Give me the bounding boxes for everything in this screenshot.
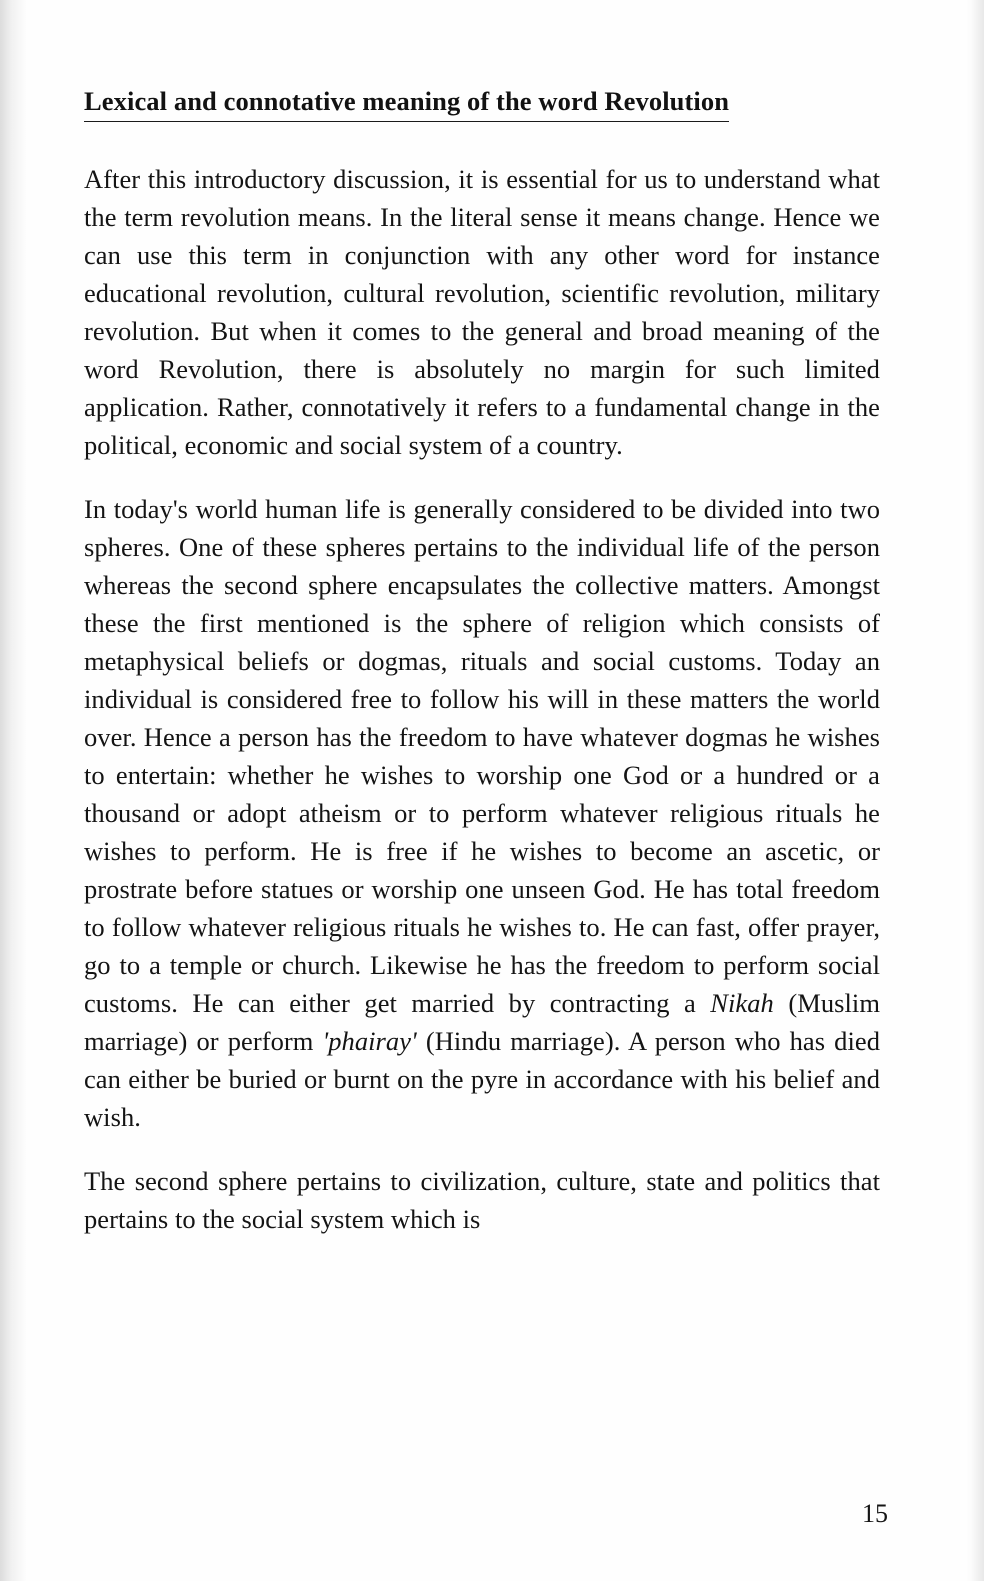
page-number: 15 <box>862 1499 888 1528</box>
page-title: Lexical and connotative meaning of the word Revolution <box>84 86 729 122</box>
italic-term: Nikah <box>710 987 774 1018</box>
paragraph-2: In today's world human life is generally considered to be divided into two spheres. One of these spheres pertains to the individual life of the person whereas the second sphere encapsulates the collective matters. Amongst these the first mentioned is the sphere of religion which consists of metaphysical beliefs or dogmas, rituals and social customs. Today an individual is considered free to follow his will in these matters the world over. Hence a person has the freedom to have whatever dogmas he wishes to entertain: whether he wishes to worship one God or a hundred or a thousand or adopt atheism or to perform whatever religious rituals he wishes to perform. He is free if he wishes to become an ascetic, or prostrate before statues or worship one unseen God. He has total freedom to follow whatever religious rituals he wishes to. He can fast, offer prayer, go to a temple or church. Likewise he has the freedom to perform social customs. He can either get married by contracting a Nikah (Muslim marriage) or perform 'phairay' (Hindu marriage). A person who has died can either be buried or burnt on the pyre in accordance with his belief and wish. <box>84 493 880 1132</box>
body-text-container <box>84 160 880 1238</box>
paragraph-3: The second sphere pertains to civilization, culture, state and politics that pertains to the social system which is <box>84 1165 880 1234</box>
paragraph-1: After this introductory discussion, it is essential for us to understand what the term revolution means. In the literal sense it means change. Hence we can use this term in conjunction with any other word for instance educational revolution, cultural revolution, scientific revolution, military revolution. But when it comes to the general and broad meaning of the word Revolution, there is absolutely no margin for such limited application. Rather, connotatively it refers to a fundamental change in the political, economic and social system of a country. <box>84 163 880 460</box>
page-content <box>84 86 880 1238</box>
italic-term: 'phairay' <box>322 1025 417 1056</box>
